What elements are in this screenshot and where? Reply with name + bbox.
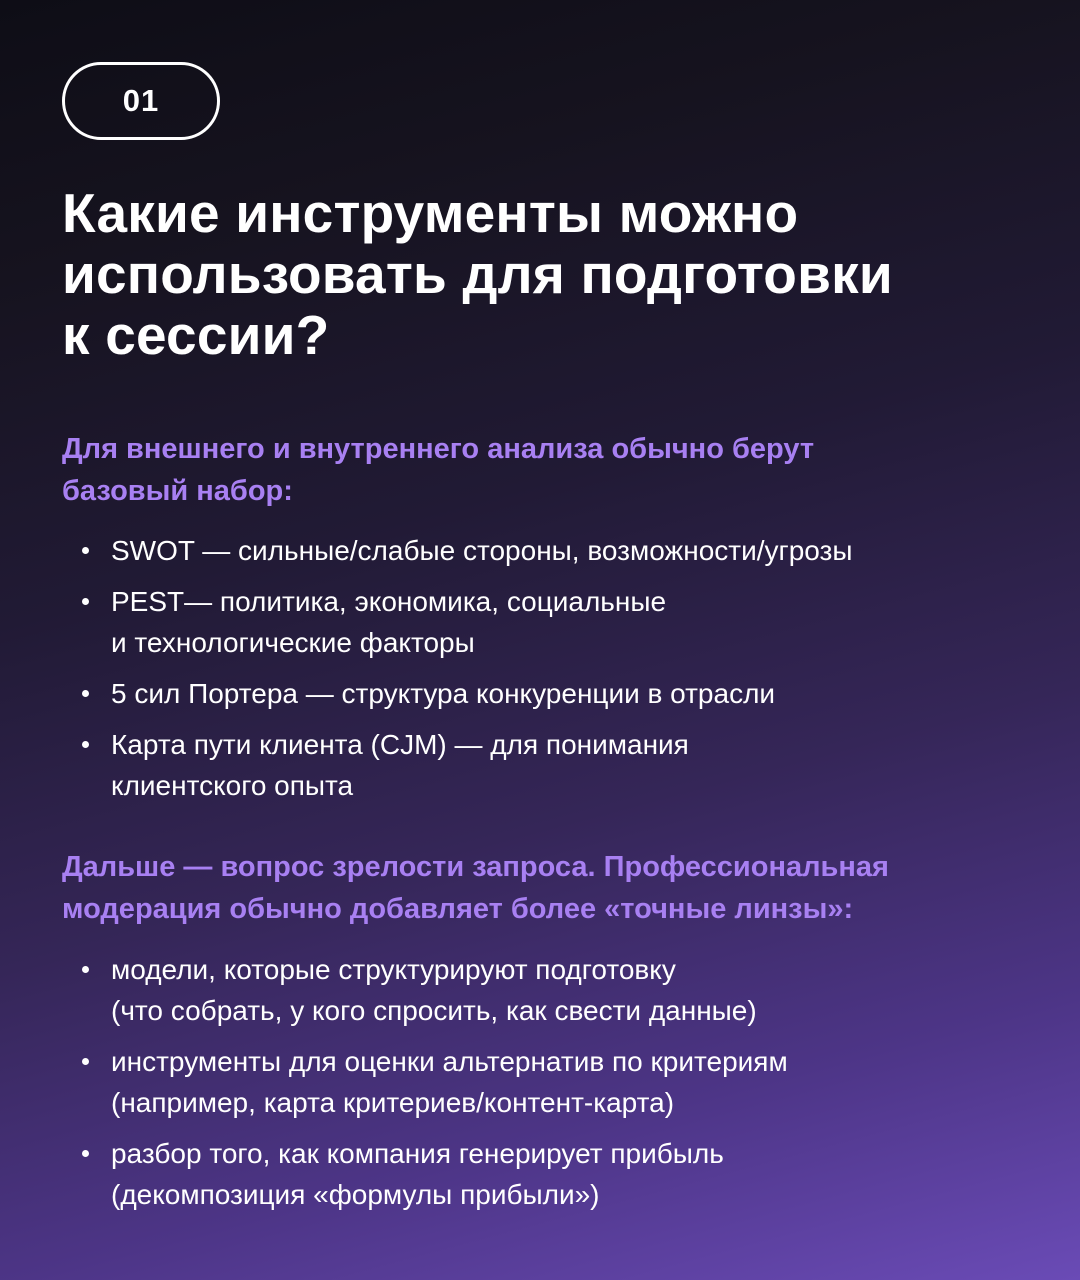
bullet-icon [82, 966, 89, 973]
section-1-lead: Для внешнего и внутреннего анализа обычно берут базовый набор: [62, 433, 815, 507]
section-1-list [78, 530, 1038, 816]
bullet-icon [82, 1058, 89, 1065]
bullet-icon [82, 690, 89, 697]
list-item [78, 581, 1038, 663]
list-item-text: 5 сил Портера — структура конкуренции в отрасли [111, 678, 776, 709]
list-item-text: модели, которые структурируют подготовку (что собрать, у кого спросить, как свести данные) [111, 954, 757, 1026]
section-2-list [78, 949, 1038, 1225]
list-item [78, 724, 1038, 806]
list-item [78, 949, 1038, 1031]
bullet-icon [82, 1150, 89, 1157]
list-item-text: SWOT — сильные/слабые стороны, возможности/угрозы [111, 535, 853, 566]
slide-title: Какие инструменты можно использовать для подготовки к сессии? [62, 182, 893, 366]
bullet-icon [82, 598, 89, 605]
list-item [78, 1041, 1038, 1123]
bullet-icon [82, 741, 89, 748]
list-item-text: Карта пути клиента (CJM) — для понимания клиентского опыта [111, 729, 689, 801]
bullet-icon [82, 547, 89, 554]
list-item-text: PEST— политика, экономика, социальные и технологические факторы [111, 586, 667, 658]
list-item [78, 673, 1038, 714]
list-item-text: инструменты для оценки альтернатив по критериям (например, карта критериев/контент-карта) [111, 1046, 788, 1118]
slide-number-badge: 01 [62, 62, 220, 140]
list-item-text: разбор того, как компания генерирует прибыль (декомпозиция «формулы прибыли») [111, 1138, 724, 1210]
section-2-lead: Дальше — вопрос зрелости запроса. Профессиональная модерация обычно добавляет более «точные линзы»: [62, 851, 889, 925]
list-item [78, 1133, 1038, 1215]
list-item [78, 530, 1038, 571]
